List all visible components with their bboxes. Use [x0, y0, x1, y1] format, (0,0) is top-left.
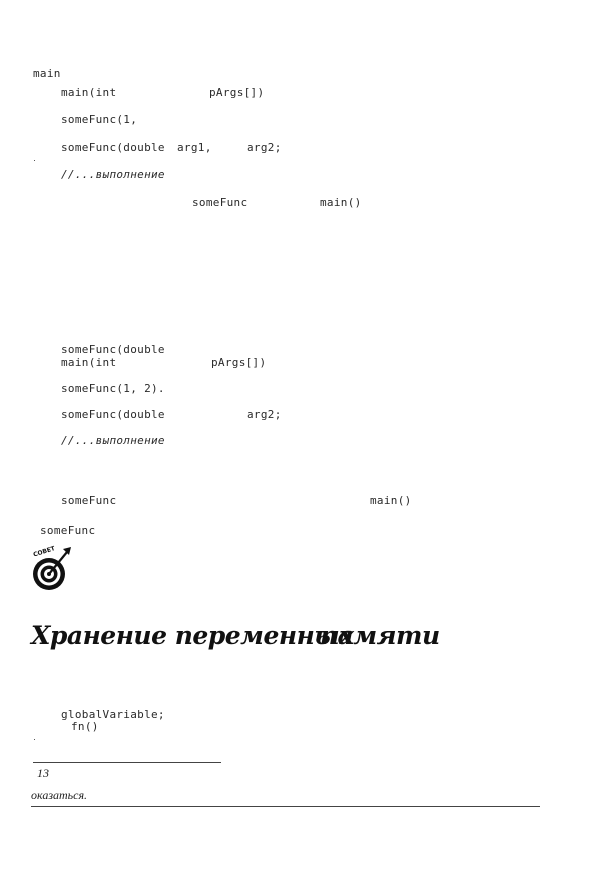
code-call-somefunc-2: someFunc(1, 2).: [61, 382, 165, 395]
code-comment-2: //...выполнение: [61, 434, 165, 447]
tip-target-icon: [30, 543, 76, 591]
code-somefunc-arg1: arg1,: [177, 141, 212, 154]
code-somefunc-signature-2: someFunc(double: [61, 408, 165, 421]
footnote-rule: [33, 762, 221, 763]
code-fn-call: fn(): [71, 720, 99, 733]
text-somefunc-ref-3: someFunc: [40, 524, 96, 537]
code-main-args: pArgs[]): [209, 86, 265, 99]
code-call-somefunc: someFunc(1,: [61, 113, 138, 126]
footnote-number: 13: [37, 766, 49, 780]
code-somefunc-arg2-2: arg2;: [247, 408, 282, 421]
code-main-signature-2: main(int: [61, 356, 117, 369]
text-somefunc-ref: someFunc: [192, 196, 248, 209]
code-somefunc-arg2: arg2;: [247, 141, 282, 154]
page-bottom-rule: [31, 806, 540, 807]
footnote-text: оказаться.: [31, 788, 88, 802]
tip-badge-label: COBET: [32, 545, 56, 559]
text-main-ref: main(): [320, 196, 362, 209]
text-main-ref-2: main(): [370, 494, 412, 507]
code-global-variable: globalVariable;: [61, 708, 165, 721]
code-comment: //...выполнение: [61, 168, 165, 181]
section-heading-part1: Хранение переменных: [31, 621, 354, 650]
code-main-signature: main(int: [61, 86, 117, 99]
code-somefunc-signature: someFunc(double: [61, 141, 165, 154]
page-speck-2: [34, 739, 35, 740]
code-main-args-2: pArgs[]): [211, 356, 267, 369]
section-heading-part2: памяти: [320, 621, 440, 650]
page-speck: [34, 160, 35, 161]
code-somefunc-decl: someFunc(double: [61, 343, 165, 356]
text-somefunc-ref-2: someFunc: [61, 494, 117, 507]
code-main-label: main: [33, 67, 61, 80]
